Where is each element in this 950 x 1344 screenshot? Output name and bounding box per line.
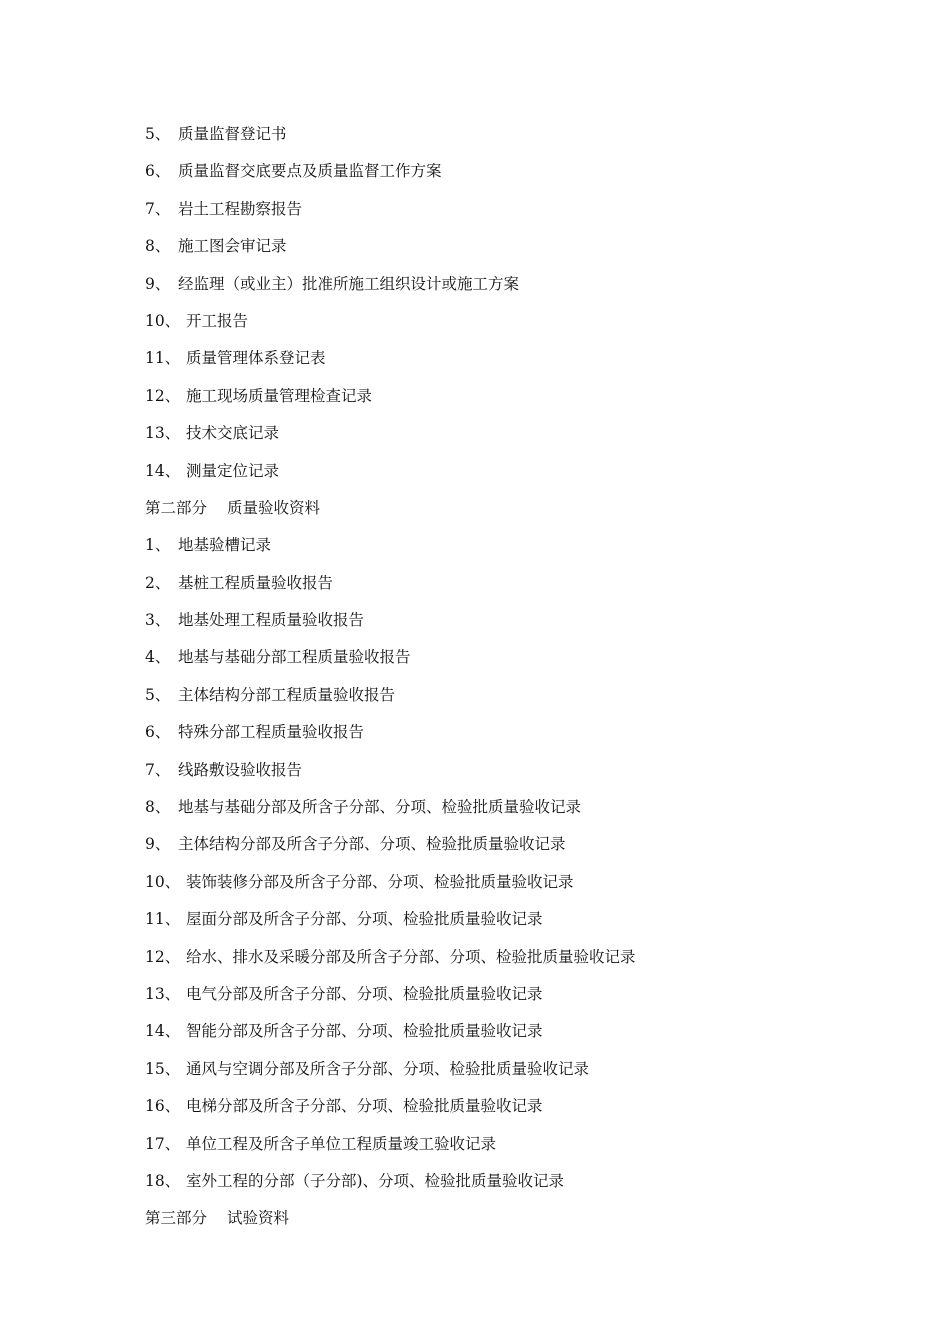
item-text: 给水、排水及采暖分部及所含子分部、分项、检验批质量验收记录 [186,947,636,966]
list-item [145,869,865,906]
item-text: 屋面分部及所含子分部、分项、检验批质量验收记录 [186,910,543,929]
item-text: 地基与基础分部工程质量验收报告 [178,648,411,667]
item-number: 1、 [145,536,171,555]
list-item [145,831,865,868]
item-text: 电气分部及所含子分部、分项、检验批质量验收记录 [186,984,543,1003]
list-item [145,1093,865,1130]
section-heading-part3 [145,1205,865,1242]
item-number: 12、 [145,386,181,405]
list-item [145,906,865,943]
list-item [145,271,865,308]
list-item [145,121,865,158]
item-text: 测量定位记录 [186,461,280,480]
list-item [145,196,865,233]
document-page [145,121,865,1243]
item-number: 12、 [145,947,181,966]
item-number: 9、 [145,835,171,854]
item-number: 5、 [145,125,171,143]
list-item [145,308,865,345]
item-text: 地基与基础分部及所含子分部、分项、检验批质量验收记录 [178,798,582,817]
list-item [145,158,865,195]
list-item [145,345,865,382]
item-number: 18、 [145,1171,181,1190]
item-text: 质量监督交底要点及质量监督工作方案 [178,162,442,181]
list-item [145,532,865,569]
item-text: 经监理（或业主）批准所施工组织设计或施工方案 [178,274,520,293]
item-number: 15、 [145,1059,181,1078]
list-item [145,794,865,831]
item-text: 特殊分部工程质量验收报告 [178,723,365,742]
item-text: 电梯分部及所含子分部、分项、检验批质量验收记录 [186,1097,543,1116]
item-number: 10、 [145,872,181,891]
list-item [145,383,865,420]
item-number: 7、 [145,760,171,779]
item-number: 3、 [145,611,171,630]
section-number: 第三部分 [145,1209,208,1228]
item-text: 地基验槽记录 [178,536,272,555]
item-number: 7、 [145,199,171,218]
item-text: 开工报告 [186,311,249,330]
item-number: 17、 [145,1134,181,1153]
item-text: 质量监督登记书 [178,125,287,143]
item-text: 室外工程的分部（子分部)、分项、检验批质量验收记录 [186,1171,565,1190]
item-number: 13、 [145,984,181,1003]
section-title: 试验资料 [227,1209,290,1228]
list-item [145,981,865,1018]
item-number: 11、 [145,910,181,929]
item-number: 11、 [145,349,181,368]
item-text: 技术交底记录 [186,424,280,443]
item-number: 14、 [145,461,181,480]
section-number: 第二部分 [145,498,208,517]
item-text: 基桩工程质量验收报告 [178,573,334,592]
item-text: 装饰装修分部及所含子分部、分项、检验批质量验收记录 [186,872,574,891]
item-number: 16、 [145,1097,181,1116]
item-text: 主体结构分部工程质量验收报告 [178,685,396,704]
list-item [145,757,865,794]
item-number: 4、 [145,648,171,667]
item-number: 13、 [145,424,181,443]
item-text: 施工现场质量管理检查记录 [186,386,373,405]
item-number: 2、 [145,573,171,592]
list-item [145,1168,865,1205]
item-number: 10、 [145,311,181,330]
item-number: 9、 [145,274,171,293]
list-item [145,233,865,270]
item-number: 6、 [145,162,171,181]
item-number: 6、 [145,723,171,742]
item-number: 8、 [145,798,171,817]
list-item [145,420,865,457]
list-item [145,682,865,719]
item-text: 质量管理体系登记表 [186,349,326,368]
list-item [145,1056,865,1093]
item-text: 主体结构分部及所含子分部、分项、检验批质量验收记录 [178,835,566,854]
item-text: 智能分部及所含子分部、分项、检验批质量验收记录 [186,1022,543,1041]
section-title: 质量验收资料 [227,498,321,517]
item-number: 8、 [145,237,171,256]
list-item [145,570,865,607]
item-text: 通风与空调分部及所含子分部、分项、检验批质量验收记录 [186,1059,590,1078]
list-item [145,944,865,981]
list-item [145,458,865,495]
item-number: 5、 [145,685,171,704]
item-text: 施工图会审记录 [178,237,287,256]
section-heading-part2 [145,495,865,532]
list-item [145,719,865,756]
item-text: 岩土工程勘察报告 [178,199,303,218]
list-item [145,607,865,644]
list-item [145,1131,865,1168]
item-text: 地基处理工程质量验收报告 [178,611,365,630]
list-item [145,644,865,681]
item-text: 单位工程及所含子单位工程质量竣工验收记录 [186,1134,497,1153]
list-item [145,1018,865,1055]
item-text: 线路敷设验收报告 [178,760,303,779]
item-number: 14、 [145,1022,181,1041]
